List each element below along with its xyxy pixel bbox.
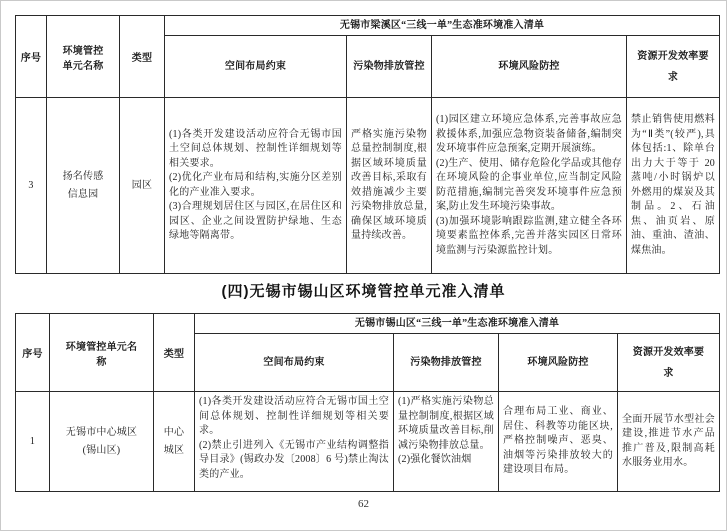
table-row (16, 392, 720, 492)
t2-header-risk: 环境风险防控 (499, 334, 618, 392)
t2-header-type: 类型 (154, 314, 195, 392)
t2-header-spatial: 空间布局约束 (195, 334, 394, 392)
section-title: (四)无锡市锡山区环境管控单元准入清单 (221, 283, 506, 300)
t2-header-index: 序号 (16, 314, 50, 392)
t2-row-resource: 全面开展节水型社会建设,推进节水产品推广普及,限制高耗水服务业用水。 (618, 392, 720, 492)
t1-row-type: 园区 (120, 98, 165, 274)
t1-row-pollutant: 严格实施污染物总量控制制度,根据区域环境质量改善目标,采取有效措施减少主要污染物排放总量,确保区域环境质量持续改善。 (347, 98, 432, 274)
t1-header-unit-name: 环境管控 单元名称 (47, 16, 120, 98)
t1-header-risk: 环境风险防控 (432, 36, 627, 98)
t1-row-unit-name: 扬名传感 信息园 (47, 98, 120, 274)
t2-row-type: 中心 城区 (154, 392, 195, 492)
t1-header-index: 序号 (16, 16, 47, 98)
t1-row-index: 3 (16, 98, 47, 274)
t2-row-index: 1 (16, 392, 50, 492)
t1-row-spatial: (1)各类开发建设活动应符合无锡市国土空间总体规划、控制性详细规划等相关要求。 (2)优化产业布局和结构,实施分区差别化的产业准入要求。 (3)合理规划居住区与园区,在居住区和园区、企业之间设置防护绿地、生态绿地等隔离带。 (165, 98, 347, 274)
t2-header-resource: 资源开发效率要 求 (618, 334, 720, 392)
table-row (16, 98, 720, 274)
t1-header-resource: 资源开发效率要 求 (627, 36, 720, 98)
liangxi-access-table (15, 15, 720, 274)
page-number: 62 (358, 498, 369, 510)
t2-span-header: 无锡市锡山区“三线一单”生态准环境准入清单 (195, 314, 720, 334)
t1-header-type: 类型 (120, 16, 165, 98)
t2-row-unit-name: 无锡市中心城区 (锡山区) (50, 392, 154, 492)
t1-span-header: 无锡市梁溪区“三线一单”生态准环境准入清单 (165, 16, 720, 36)
t2-row-risk: 合理布局工业、商业、居住、科教等功能区块,严格控制噪声、恶臭、油烟等污染排放较大的建设项目布局。 (499, 392, 618, 492)
t1-header-spatial: 空间布局约束 (165, 36, 347, 98)
t2-row-pollutant: (1)严格实施污染物总量控制制度,根据区域环境质量改善目标,削减污染物排放总量。 (2)强化餐饮油烟 (394, 392, 499, 492)
xishan-access-table (15, 313, 720, 492)
t1-row-risk: (1)园区建立环境应急体系,完善事故应急救援体系,加强应急物资装备储备,编制突发环境事件应急预案,定期开展演练。 (2)生产、使用、储存危险化学品或其他存在环境风险的企事业单位,应当制定风险防范措施,编制完善突发环境事件应急预案,防止发生环境污染事故。 (3)加强环境影响跟踪监测,建立健全各环境要素监控体系,完善并落实园区日常环境监测与污染源监控计划。 (432, 98, 627, 274)
t1-header-pollutant: 污染物排放管控 (347, 36, 432, 98)
t2-header-pollutant: 污染物排放管控 (394, 334, 499, 392)
t2-row-spatial: (1)各类开发建设活动应符合无锡市国土空间总体规划、控制性详细规划等相关要求。 (2)禁止引进列入《无锡市产业结构调整指导目录》(锡政办发〔2008〕6 号)禁止淘汰类的产业。 (195, 392, 394, 492)
t2-header-unit-name: 环境管控单元名 称 (50, 314, 154, 392)
t1-row-resource: 禁止销售使用燃料为“Ⅱ类”(较严),具体包括:1、除单台出力大于等于 20 蒸吨/小时锅炉以外燃用的煤炭及其制品。2、石油焦、油页岩、原油、重油、渣油、煤焦油。 (627, 98, 720, 274)
